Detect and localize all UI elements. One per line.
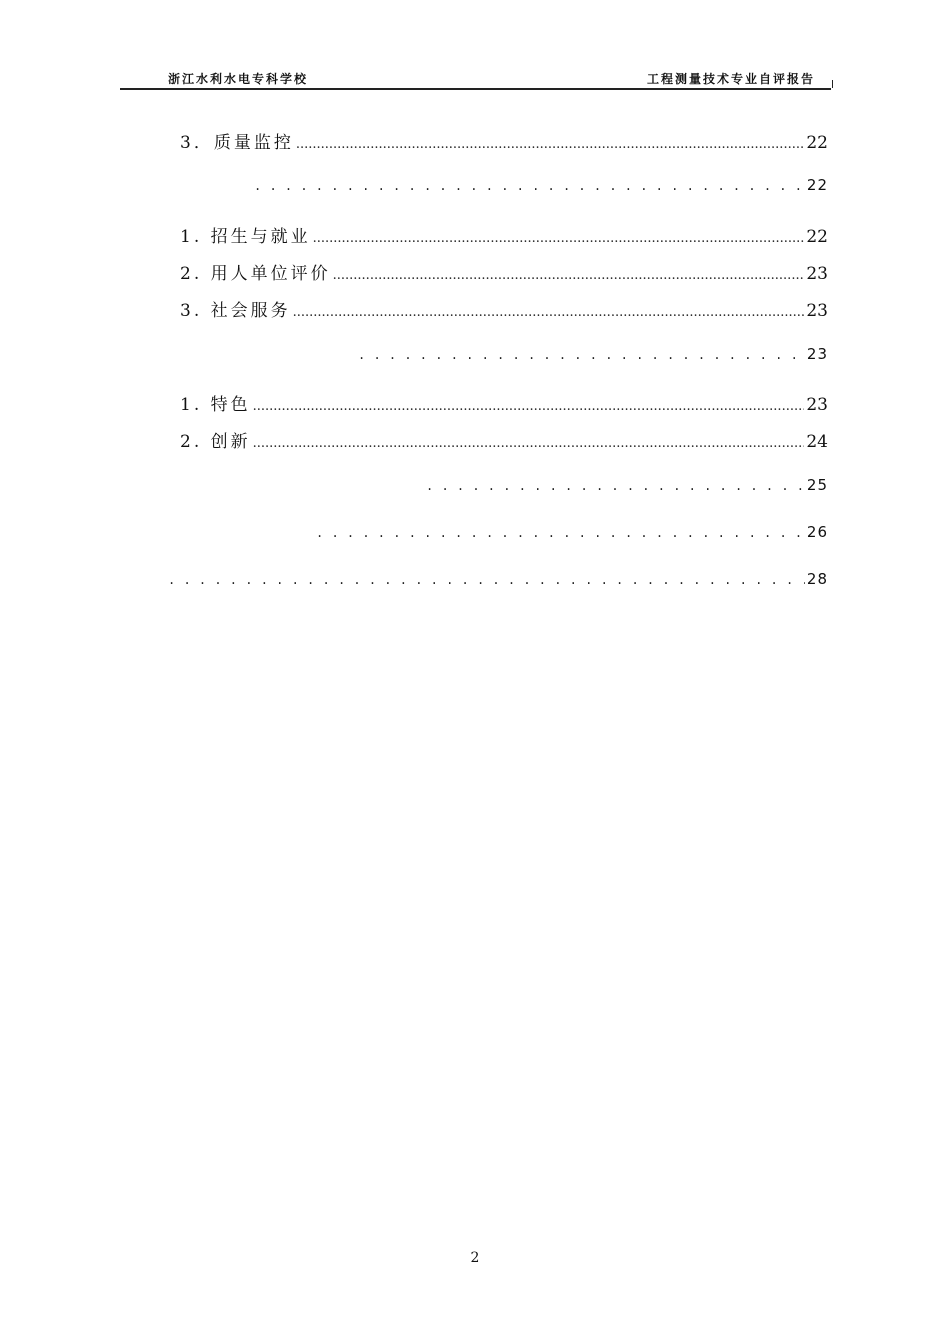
- toc-leader-dots: [296, 133, 805, 153]
- toc-leader-dots: [316, 526, 805, 541]
- toc-entry[interactable]: [180, 222, 828, 247]
- toc-entry[interactable]: [122, 176, 828, 194]
- toc-entry[interactable]: [180, 128, 828, 153]
- toc-entry-page: 26: [806, 523, 828, 541]
- header-report-title: 工程测量技术专业自评报告: [646, 72, 815, 86]
- toc-entry-page: 23: [806, 345, 828, 363]
- toc-leader-dots: [293, 301, 805, 321]
- toc-leader-dots: [168, 573, 805, 588]
- toc-leader-dots: [313, 227, 805, 247]
- toc-entry-page: 28: [806, 570, 828, 588]
- toc-entry[interactable]: [180, 259, 828, 284]
- toc-entry-page: 25: [806, 476, 828, 494]
- toc-entry-label: 3. 社会服务: [180, 301, 291, 321]
- toc-entry[interactable]: [122, 570, 828, 588]
- toc-entry-label: 1. 特色: [180, 395, 251, 415]
- toc-leader-dots: [333, 264, 805, 284]
- toc-leader-dots: [426, 479, 805, 494]
- toc-entry-page: 23: [806, 395, 828, 415]
- toc-entry-page: 23: [806, 301, 828, 321]
- toc-leader-dots: [358, 348, 805, 363]
- toc-entry-label: 1. 招生与就业: [180, 227, 311, 247]
- toc-entry[interactable]: [180, 390, 828, 415]
- toc-entry[interactable]: [122, 345, 828, 363]
- header-rule-mark: [832, 80, 833, 88]
- toc-entry-label: 2. 用人单位评价: [180, 264, 331, 284]
- toc-entry[interactable]: [180, 296, 828, 321]
- toc-leader-dots: [254, 179, 805, 194]
- toc-entry[interactable]: [122, 476, 828, 494]
- toc-entry[interactable]: [180, 427, 828, 452]
- toc-entry-label: 2. 创新: [180, 432, 251, 452]
- toc-entry-page: 23: [806, 264, 828, 284]
- page-number: 2: [470, 1250, 480, 1266]
- toc-entry[interactable]: [122, 523, 828, 541]
- toc-entry-page: 22: [806, 176, 828, 194]
- toc-entry-label: 3．质量监控: [180, 133, 294, 153]
- page-header: [120, 64, 831, 90]
- toc-entry-page: 22: [806, 133, 828, 153]
- toc-entry-page: 22: [806, 227, 828, 247]
- toc-leader-dots: [253, 432, 805, 452]
- header-school-name: 浙江水利水电专科学校: [168, 72, 309, 86]
- toc-entry-page: 24: [806, 432, 828, 452]
- toc-leader-dots: [253, 395, 805, 415]
